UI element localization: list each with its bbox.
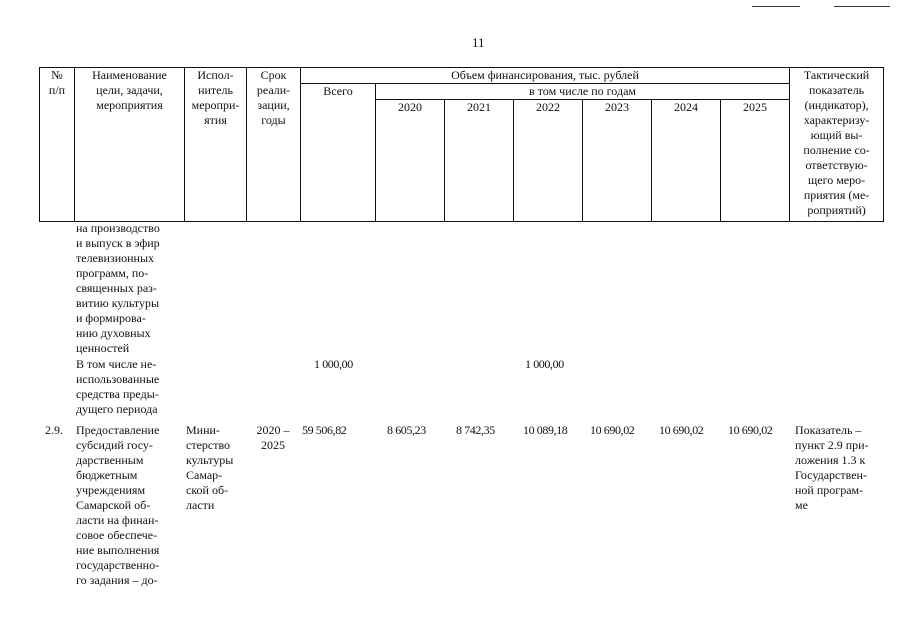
row-executor [184, 221, 246, 357]
row-name: Предоставление субсидий госу- дарственным бюджетным учреждениям Самарской об- ласти на финан- совое обеспече- ние выполнения государственно- го задания – до- [76, 423, 160, 587]
row-2023: 10 690,02 [590, 423, 635, 437]
table-row [39, 423, 883, 588]
row-total [300, 221, 375, 357]
row-no [39, 221, 74, 357]
header-name: Наименование цели, задачи, мероприятия [75, 68, 185, 222]
row-2021 [444, 221, 513, 357]
table-row [39, 221, 883, 357]
row-executor [184, 357, 246, 423]
row-2024 [651, 357, 720, 423]
row-2025: 10 690,02 [728, 423, 773, 437]
header-by-years: в том числе по годам [376, 84, 790, 100]
row-total: 59 506,82 [302, 423, 347, 437]
row-2020: 8 605,23 [387, 423, 426, 437]
header-term: Срок реали- зации, годы [247, 68, 301, 222]
top-rule-right [834, 6, 890, 7]
row-no [39, 357, 74, 423]
row-indicator [789, 357, 883, 423]
row-2022: 1 000,00 [525, 357, 564, 371]
table-header [39, 67, 884, 222]
row-2020 [375, 221, 444, 357]
header-year-2024: 2024 [652, 100, 721, 222]
table-body [39, 221, 883, 588]
row-2021 [444, 357, 513, 423]
row-2023 [582, 221, 651, 357]
row-name: В том числе не- использованные средства преды- дущего периода [76, 357, 160, 416]
row-2025 [720, 221, 789, 357]
row-2023 [582, 357, 651, 423]
table-row [39, 357, 883, 423]
row-term [246, 221, 300, 357]
header-executor: Испол- нитель меропри- ятия [185, 68, 247, 222]
header-year-2025: 2025 [721, 100, 790, 222]
header-total: Всего [301, 84, 376, 222]
header-year-2021: 2021 [445, 100, 514, 222]
header-year-2022: 2022 [514, 100, 583, 222]
row-total: 1 000,00 [314, 357, 353, 371]
row-term: 2020 – 2025 [256, 423, 290, 452]
row-2020 [375, 357, 444, 423]
header-financing: Объем финансирования, тыс. рублей [301, 68, 790, 84]
row-term [246, 357, 300, 423]
row-2024 [651, 221, 720, 357]
row-2022: 10 089,18 [523, 423, 568, 437]
row-name: на производство и выпуск в эфир телевизионных программ, по- священных раз- витию культуры и формирова- нию духовных ценностей [76, 221, 160, 355]
row-2025 [720, 357, 789, 423]
row-2021: 8 742,35 [456, 423, 495, 437]
row-no: 2.9. [45, 423, 63, 437]
header-no: № п/п [40, 68, 75, 222]
header-year-2020: 2020 [376, 100, 445, 222]
row-executor: Мини- стерство культуры Самар- ской об- ласти [186, 423, 234, 512]
row-indicator: Показатель – пункт 2.9 при- ложения 1.3 к Государствен- ной програм- ме [795, 423, 869, 512]
row-2022 [513, 221, 582, 357]
top-rule-left [752, 6, 800, 7]
page-number: 11 [472, 35, 485, 50]
row-2024: 10 690,02 [659, 423, 704, 437]
header-indicator: Тактический показатель (индикатор), характеризу- ющий вы- полнение со- ответствую- щего меро- приятия (ме- роприятий) [790, 68, 884, 222]
row-indicator [789, 221, 883, 357]
header-year-2023: 2023 [583, 100, 652, 222]
